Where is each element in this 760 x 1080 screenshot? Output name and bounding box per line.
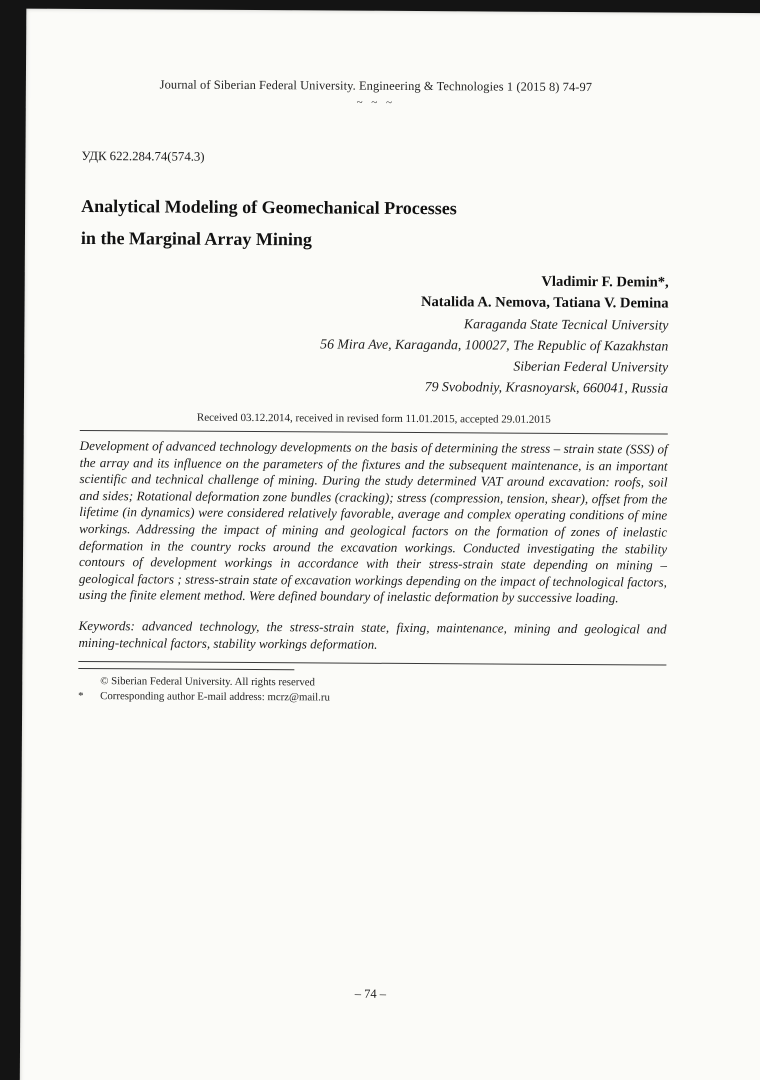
affiliation-line: 79 Svobodniy, Krasnoyarsk, 660041, Russia [424,379,669,396]
authors-block [80,269,669,399]
article-title [81,190,669,258]
abstract-paragraph: Development of advanced technology developments on the basis of determining the stress – strain state (SSS) of the array and its influence on the parameters of the fixtures and the subsequent maintenance, is an important scientific and technical challenge of mining. During the study determined VAT around excavation: roofs, soil and sides; Rotational deformation zone bundles (cracking); stress (compression, tension, shear), offset from the lifetime (in dynamics) were considered relatively favorable, average and complex operating conditions of mine workings. Addressing the impact of mining and geological factors on the formation of zones of inelastic deformation in the country rocks around the excavation workings. Conducted investigating the stability contours of development workings in accordance with their stress-strain state depending on mining – geological factors ; stress-strain state of excavation workings depending on the impact of technological factors, using the finite element method. Were defined boundary of inelastic deformation by successive loading. [78,437,668,606]
page-content [78,9,670,706]
footnote-line [78,690,666,706]
affiliation-line: 56 Mira Ave, Karaganda, 100027, The Republic of Kazakhstan [320,336,669,354]
received-dates: Received 03.12.2014, received in revised form 11.01.2015, accepted 29.01.2015 [196,411,551,426]
udc-number: УДК 622.284.74(574.3) [81,148,205,164]
footnote-marker: * [78,690,84,703]
keywords-bottom-rule [78,661,666,666]
article-title-line1: Analytical Modeling of Geomechanical Processes [81,195,457,219]
affiliation-line: Karaganda State Tecnical University [463,316,669,333]
article-title-line2: in the Marginal Array Mining [80,227,313,250]
author-line-2: Natalida A. Nemova, Tatiana V. Demina [420,294,669,312]
author-line-1: Vladimir F. Demin*, [541,273,669,291]
page-number: – 74 – [354,986,387,1001]
abstract-top-rule [80,430,668,435]
copyright-line: © Siberian Federal University. All rights reserved [100,675,315,689]
footnote-separator-rule [78,668,294,670]
footnote-text: Corresponding author E-mail address: mcrz@mail.ru [100,690,330,704]
paper-page [20,9,760,1080]
keywords-paragraph: Keywords: advanced technology, the stress-strain state, fixing, maintenance, mining and geological and mining-technical factors, stability workings deformation. [78,617,667,652]
affiliation-line: Siberian Federal University [513,358,669,375]
journal-header: Journal of Siberian Federal University. Engineering & Technologies 1 (2015 8) 74-97 [159,77,593,95]
ornament-tildes: ~ ~ ~ [356,96,396,109]
